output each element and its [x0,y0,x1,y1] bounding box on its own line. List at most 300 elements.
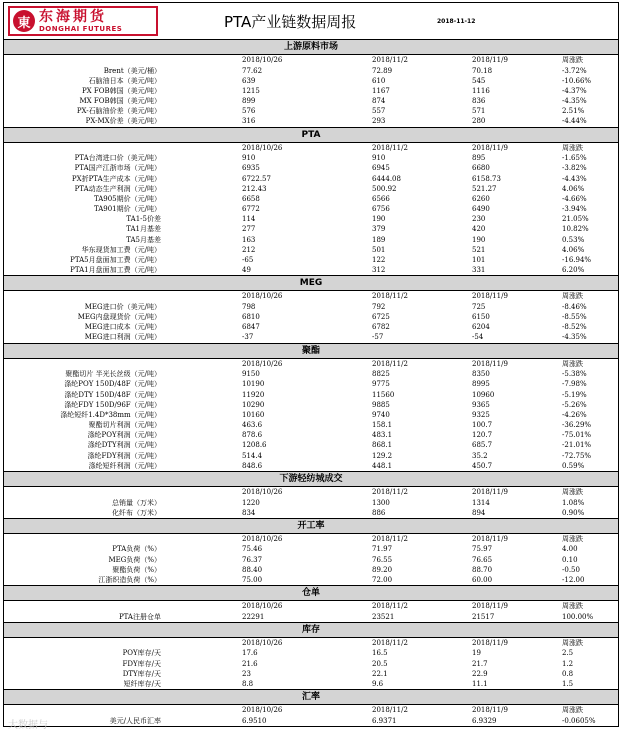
row-label: 江浙织造负荷（%） [98,575,161,584]
column-header: 2018/10/26 [242,143,283,152]
row-value: 2.51% [562,107,585,116]
row-label: MEG内盘现货价（元/吨） [77,313,161,322]
row-label: 聚酯负荷（%） [112,565,161,574]
row-value: -5.19% [562,390,587,399]
row-value: -4.43% [562,174,587,183]
row-label: MX FOB韩国（美元/吨） [79,97,161,106]
column-header: 周涨跌 [562,488,583,496]
row-value: -4.44% [562,117,587,126]
section-1 [4,128,618,277]
row-label: PX折PTA生产成本（元/吨） [71,174,161,183]
row-value: 576 [242,107,256,116]
table-row [4,184,618,194]
row-value: 6260 [472,194,490,203]
row-value: 6722.57 [242,174,271,183]
row-value: 89.20 [372,565,393,574]
row-value: 6158.73 [472,174,501,183]
row-value: -0.0605% [562,716,596,725]
column-header: 2018/11/2 [372,534,408,543]
row-value: 1116 [472,86,490,95]
row-value: 122 [372,256,386,264]
section-title: 下游轻纺城成交 [4,472,618,487]
row-label: MEG进口价（美元/吨） [84,302,161,311]
row-label: TA5月基差 [126,235,161,244]
row-value: -4.35% [562,333,587,342]
row-value: 23521 [372,612,395,621]
row-value: -37 [242,333,254,342]
row-value: 212 [242,245,256,254]
column-header: 2018/11/9 [472,602,508,611]
section-0 [4,40,618,128]
table-row [4,555,618,565]
table-row [4,66,618,76]
section-title: 仓单 [4,586,618,601]
row-value: 120.7 [472,431,493,440]
row-value: 6204 [472,323,490,332]
table-row [4,430,618,440]
row-value: 4.06% [562,184,585,193]
column-header: 周涨跌 [562,56,583,64]
row-label: 涤纶POY利润（元/吨） [87,431,161,440]
row-label: PTA注册仓单 [118,612,161,621]
column-header: 2018/11/2 [372,488,408,496]
row-value: 1215 [242,86,260,95]
row-value: -75.01% [562,431,592,440]
row-value: 886 [372,508,386,517]
row-value: 878.6 [242,431,263,440]
section-title: 开工率 [4,519,618,534]
row-label: 涤纶FDY利润（元/吨） [87,451,161,460]
row-value: -57 [372,333,384,342]
table-row [4,153,618,163]
row-value: 868.1 [372,441,393,450]
row-value: 1.5 [562,679,574,688]
row-value: 158.1 [372,421,393,430]
row-label: PTA动态生产利润（元/吨） [74,184,161,193]
row-value: 331 [472,266,486,275]
row-value: 836 [472,97,486,106]
row-value: 21.7 [472,659,488,668]
row-value: 501 [372,245,386,254]
row-value: 0.10 [562,555,578,564]
row-value: 1220 [242,498,260,507]
row-value: 6658 [242,194,260,203]
table-row [4,440,618,450]
row-value: 9325 [472,410,490,419]
row-value: 6847 [242,323,260,332]
row-value: 0.59% [562,461,585,470]
row-value: 71.97 [372,545,393,554]
row-value: 10290 [242,400,265,409]
table-row [4,86,618,96]
column-header-row [4,359,618,370]
row-value: 100.00% [562,612,594,621]
column-header: 2018/11/2 [372,292,408,301]
row-value: 10190 [242,380,265,389]
row-value: -5.26% [562,400,587,409]
row-label: 化纤布（万米） [112,508,161,517]
table-row [4,174,618,184]
row-value: 6680 [472,164,490,173]
column-header-row [4,601,618,612]
table-row [4,204,618,214]
row-label: DTY库存/天 [122,669,161,678]
section-3 [4,344,618,472]
table-row [4,575,618,585]
column-header-row [4,143,618,154]
column-header-row [4,55,618,66]
table-row [4,214,618,224]
row-value: 75.46 [242,545,263,554]
table-row [4,498,618,508]
row-label: MEG进口成本（元/吨） [84,323,161,332]
row-value: -36.29% [562,421,592,430]
row-label: 涤纶DTY 150D/48F（元/吨） [64,390,161,399]
table-row [4,235,618,245]
row-value: 72.89 [372,66,393,75]
row-value: 894 [472,508,486,517]
report-page [3,2,619,727]
row-value: 21.6 [242,659,258,668]
row-value: -7.98% [562,380,587,389]
row-value: 448.1 [372,461,393,470]
row-value: 6.9329 [472,716,497,725]
row-value: 1.2 [562,659,574,668]
row-label: TA1月基差 [126,225,161,234]
row-value: 6.9510 [242,716,267,725]
row-label: PTA1月盘面加工费（元/吨） [70,266,161,275]
section-title: 上游原料市场 [4,40,618,55]
row-value: 10160 [242,410,265,419]
row-value: 6444.08 [372,174,401,183]
row-value: 0.90% [562,508,585,517]
row-value: -4.26% [562,410,587,419]
table-row [4,322,618,332]
row-value: 1300 [372,498,390,507]
section-7 [4,623,618,690]
column-header: 周涨跌 [562,292,583,301]
report-table [4,40,618,727]
table-row [4,679,618,689]
table-row [4,369,618,379]
column-header: 周涨跌 [562,534,583,543]
row-label: 聚酯切片利润（元/吨） [88,421,161,430]
row-value: -8.52% [562,323,587,332]
row-value: 72.00 [372,575,393,584]
section-title: 库存 [4,623,618,638]
column-header: 2018/10/26 [242,488,283,496]
row-value: 190 [372,215,386,224]
row-value: -65 [242,256,254,264]
section-5 [4,519,618,586]
row-value: 6490 [472,205,490,214]
row-value: 21517 [472,612,495,621]
table-row [4,96,618,106]
row-label: PTA5月盘面加工费（元/吨） [70,256,161,264]
row-label: 涤纶FDY 150D/96F（元/吨） [64,400,161,409]
column-header: 2018/11/2 [372,602,408,611]
row-value: 834 [242,508,256,517]
report-date: 2018-11-12 [437,18,476,25]
column-header-row [4,291,618,302]
table-row [4,410,618,420]
row-value: 100.7 [472,421,493,430]
column-header: 2018/11/9 [472,56,508,64]
section-4 [4,472,618,519]
row-value: 639 [242,76,256,85]
row-value: 910 [372,154,386,163]
row-value: 6566 [372,194,390,203]
row-value: 9740 [372,410,390,419]
row-value: 910 [242,154,256,163]
row-value: 798 [242,302,256,311]
row-value: -3.72% [562,66,587,75]
column-header: 2018/10/26 [242,534,283,543]
row-value: 129.2 [372,451,393,460]
row-value: 22291 [242,612,265,621]
row-value: 6725 [372,313,390,322]
row-label: Brent（美元/桶） [103,66,161,75]
row-value: 0.53% [562,235,585,244]
column-header: 2018/11/9 [472,488,508,496]
row-label: PTA国产江浙市场（元/吨） [74,164,161,173]
table-row [4,451,618,461]
row-value: 49 [242,266,251,275]
row-value: 545 [472,76,486,85]
row-value: 6935 [242,164,260,173]
column-header: 2018/11/9 [472,638,508,647]
row-label: 涤纶短纤利润（元/吨） [88,461,161,470]
row-value: 60.00 [472,575,493,584]
company-logo [8,6,158,36]
row-value: -4.66% [562,194,587,203]
row-value: 610 [372,76,386,85]
row-value: -16.94% [562,256,592,264]
column-header: 2018/10/26 [242,706,283,715]
row-value: 2.5 [562,649,574,658]
row-value: 6945 [372,164,390,173]
column-header: 周涨跌 [562,706,583,715]
row-value: -3.82% [562,164,587,173]
row-value: 0.8 [562,669,574,678]
row-value: 88.70 [472,565,493,574]
row-label: 涤纶短纤1.4D*38mm（元/吨） [60,410,161,419]
row-value: -3.94% [562,205,587,214]
row-value: 8.8 [242,679,254,688]
row-value: 75.00 [242,575,263,584]
row-value: 514.4 [242,451,263,460]
column-header: 2018/11/2 [372,56,408,64]
report-title: PTA产业链数据周报 [224,13,357,31]
row-value: 230 [472,215,486,224]
row-label: 总销量（万米） [112,498,161,507]
row-value: 11920 [242,390,265,399]
row-value: 16.5 [372,649,388,658]
column-header: 2018/10/26 [242,359,283,368]
row-value: 725 [472,302,486,311]
row-value: 8825 [372,370,390,379]
column-header-row [4,487,618,498]
row-value: 114 [242,215,256,224]
row-value: 6756 [372,205,390,214]
row-value: 379 [372,225,386,234]
row-label: FDY库存/天 [122,659,161,668]
row-value: 17.6 [242,649,258,658]
row-value: 70.18 [472,66,493,75]
row-value: -4.37% [562,86,587,95]
section-title: MEG [4,276,618,291]
section-6 [4,586,618,623]
section-2 [4,276,618,343]
row-value: 280 [472,117,486,126]
row-value: 571 [472,107,486,116]
row-value: -8.55% [562,313,587,322]
row-value: 899 [242,97,256,106]
row-label: 美元/人民币汇率 [109,716,161,725]
row-value: 483.1 [372,431,393,440]
row-label: PX-MX价差（美元/吨） [85,117,161,126]
row-value: 212.43 [242,184,267,193]
row-value: 6810 [242,313,260,322]
row-value: 4.00 [562,545,578,554]
column-header: 2018/10/26 [242,602,283,611]
table-row [4,461,618,471]
row-label: 石脑油日本（美元/吨） [88,76,161,85]
row-value: 463.6 [242,421,263,430]
row-value: 1167 [372,86,390,95]
column-header: 2018/10/26 [242,56,283,64]
table-row [4,163,618,173]
row-value: -0.50 [562,565,580,574]
row-value: -72.75% [562,451,592,460]
table-row [4,312,618,322]
row-value: 6782 [372,323,390,332]
row-value: 848.6 [242,461,263,470]
row-value: 163 [242,235,256,244]
row-value: 1208.6 [242,441,267,450]
row-value: 76.65 [472,555,493,564]
logo-chinese-name: 东海期货 [39,8,107,25]
column-header: 2018/11/2 [372,638,408,647]
table-row [4,379,618,389]
table-row [4,76,618,86]
row-value: 11560 [372,390,395,399]
row-value: -21.01% [562,441,592,450]
report-header [4,3,618,40]
table-row [4,265,618,275]
logo-english-name: DONGHAI FUTURES [39,24,123,33]
row-value: 101 [472,256,486,264]
column-header-row [4,638,618,649]
row-value: -1.65% [562,154,587,163]
row-value: 9885 [372,400,390,409]
row-label: PTA台湾进口价（美元/吨） [74,154,161,163]
table-row [4,544,618,554]
row-value: 9365 [472,400,490,409]
row-value: 8995 [472,380,490,389]
row-value: 10.82% [562,225,589,234]
table-row [4,224,618,234]
table-row [4,390,618,400]
row-value: -54 [472,333,484,342]
table-row [4,245,618,255]
column-header-row [4,705,618,716]
row-value: 23 [242,669,251,678]
column-header: 2018/11/9 [472,143,508,152]
row-value: -5.38% [562,370,587,379]
row-value: 420 [472,225,486,234]
row-value: 10960 [472,390,495,399]
row-value: 9.6 [372,679,384,688]
row-value: 6150 [472,313,490,322]
row-value: -4.35% [562,97,587,106]
column-header: 2018/11/9 [472,359,508,368]
table-row [4,194,618,204]
row-value: 792 [372,302,386,311]
row-value: 685.7 [472,441,493,450]
row-value: 19 [472,649,481,658]
row-value: 312 [372,266,386,275]
row-value: 76.55 [372,555,393,564]
row-label: MEG进口利润（元/吨） [84,333,161,342]
row-value: 190 [472,235,486,244]
section-title: 汇率 [4,690,618,705]
row-value: 189 [372,235,386,244]
row-label: 涤纶POY 150D/48F（元/吨） [64,380,161,389]
row-value: 9150 [242,370,260,379]
row-value: 6.20% [562,266,585,275]
row-value: 874 [372,97,386,106]
column-header: 2018/11/2 [372,359,408,368]
column-header: 周涨跌 [562,602,583,611]
row-value: 76.37 [242,555,263,564]
logo-mark-icon: 東 [13,10,35,32]
column-header-row [4,534,618,545]
row-label: TA905期价（元/吨） [93,194,161,203]
column-header: 2018/11/2 [372,706,408,715]
table-row [4,659,618,669]
row-value: 277 [242,225,256,234]
row-value: 521.27 [472,184,497,193]
table-row [4,420,618,430]
row-label: 聚酯切片 半光长丝级（元/吨） [65,370,161,379]
row-value: 316 [242,117,256,126]
row-label: TA901期价（元/吨） [93,205,161,214]
row-value: 4.06% [562,245,585,254]
row-value: 22.1 [372,669,388,678]
column-header: 2018/10/26 [242,292,283,301]
row-value: 1314 [472,498,490,507]
row-label: 涤纶DTY利润（元/吨） [87,441,161,450]
row-value: 88.40 [242,565,263,574]
table-row [4,332,618,342]
row-value: 293 [372,117,386,126]
column-header: 2018/11/9 [472,292,508,301]
section-8 [4,690,618,727]
table-row [4,612,618,622]
watermark-text: 大数据与 [8,720,48,731]
section-title: PTA [4,128,618,143]
column-header: 2018/11/9 [472,534,508,543]
column-header: 周涨跌 [562,359,583,368]
row-value: 11.1 [472,679,488,688]
row-value: 521 [472,245,486,254]
row-value: -12.00 [562,575,585,584]
row-value: 1.08% [562,498,585,507]
row-label: 短纤库存/天 [123,679,161,688]
row-value: 557 [372,107,386,116]
column-header: 周涨跌 [562,143,583,152]
